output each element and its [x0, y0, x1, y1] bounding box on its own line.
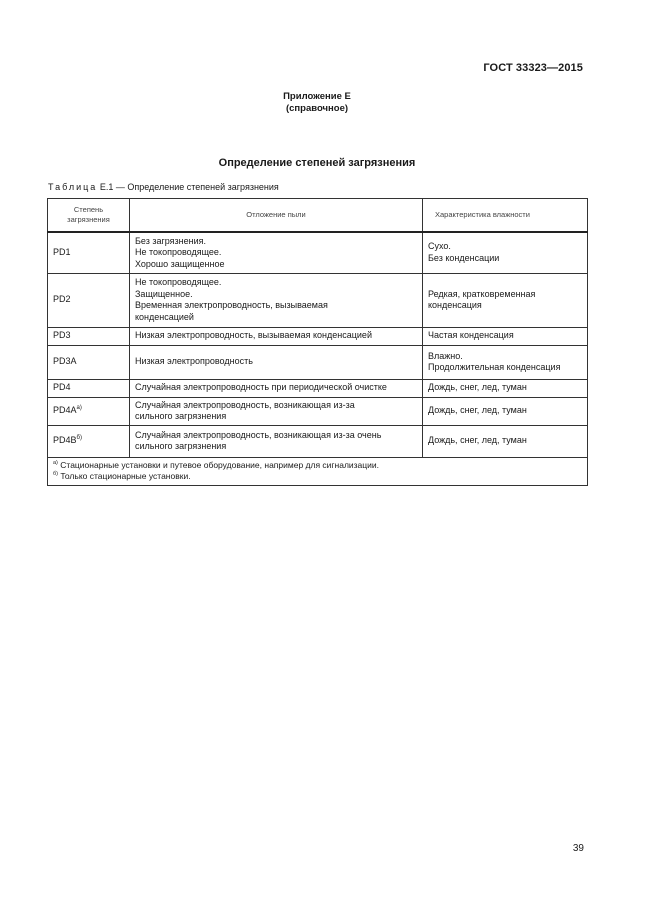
row-dust-deposit: Не токопроводящее. Защищенное. Временная электропроводность, вызываемая конденсацией	[130, 273, 423, 327]
row-dust-deposit: Низкая электропроводность, вызываемая конденсацией	[130, 327, 423, 345]
table-notes-row	[48, 457, 588, 485]
row-dust-deposit: Низкая электропроводность	[130, 345, 423, 379]
row-humidity: Дождь, снег, лед, туман	[423, 397, 588, 425]
table-body	[48, 232, 588, 485]
table-row	[48, 232, 588, 273]
table-row	[48, 397, 588, 425]
row-level: PD3A	[48, 345, 130, 379]
row-dust-deposit: Случайная электропроводность, возникающая из-за сильного загрязнения	[130, 397, 423, 425]
row-dust-deposit: Случайная электропроводность, возникающая из-за очень сильного загрязнения	[130, 425, 423, 457]
row-humidity: Редкая, кратковременная конденсация	[423, 273, 588, 327]
row-level: PD1	[48, 232, 130, 273]
footnote: $^{а)}$ Стационарные установки и путевое оборудование, например для сигнализации.	[53, 459, 380, 470]
document-code: ГОСТ 33323—2015	[483, 62, 583, 74]
footnote-mark: б)	[76, 435, 82, 442]
table-header-row	[48, 199, 588, 233]
footnote-mark: а)	[76, 405, 82, 412]
row-level: PD3	[48, 327, 130, 345]
row-humidity: Сухо. Без конденсации	[423, 232, 588, 273]
row-humidity: Влажно. Продолжительная конденсация	[423, 345, 588, 379]
appendix-subtitle: (справочное)	[285, 103, 349, 114]
pollution-degree-table	[47, 198, 588, 486]
table-notes	[48, 457, 588, 485]
table-caption-text: Е.1 — Определение степеней загрязнения	[99, 182, 279, 192]
table-row	[48, 379, 588, 397]
row-humidity: Дождь, снег, лед, туман	[423, 379, 588, 397]
row-level: $PD4B^{б)}$	[48, 425, 130, 457]
table-caption	[48, 182, 279, 192]
row-dust-deposit: Без загрязнения. Не токопроводящее. Хорошо защищенное	[130, 232, 423, 273]
row-level: PD4	[48, 379, 130, 397]
header-humidity: Характеристика влажности	[423, 199, 588, 233]
table-row	[48, 327, 588, 345]
page-number: 39	[572, 843, 584, 854]
appendix-heading	[0, 91, 634, 115]
table-row	[48, 425, 588, 457]
row-humidity: Частая конденсация	[423, 327, 588, 345]
row-dust-deposit: Случайная электропроводность при периодической очистке	[130, 379, 423, 397]
footnote: $^{б)}$ Только стационарные установки.	[53, 471, 191, 481]
header-dust: Отложение пыли	[130, 199, 423, 233]
row-level: PD2	[48, 273, 130, 327]
appendix-title: Приложение Е	[283, 91, 351, 102]
table-row	[48, 345, 588, 379]
row-level: $PD4A^{а)}$	[48, 397, 130, 425]
table-caption-word: Таблица	[48, 182, 98, 192]
section-title: Определение степеней загрязнения	[218, 157, 416, 169]
table-row	[48, 273, 588, 327]
row-humidity: Дождь, снег, лед, туман	[423, 425, 588, 457]
header-level: Степень загрязнения	[48, 199, 130, 233]
